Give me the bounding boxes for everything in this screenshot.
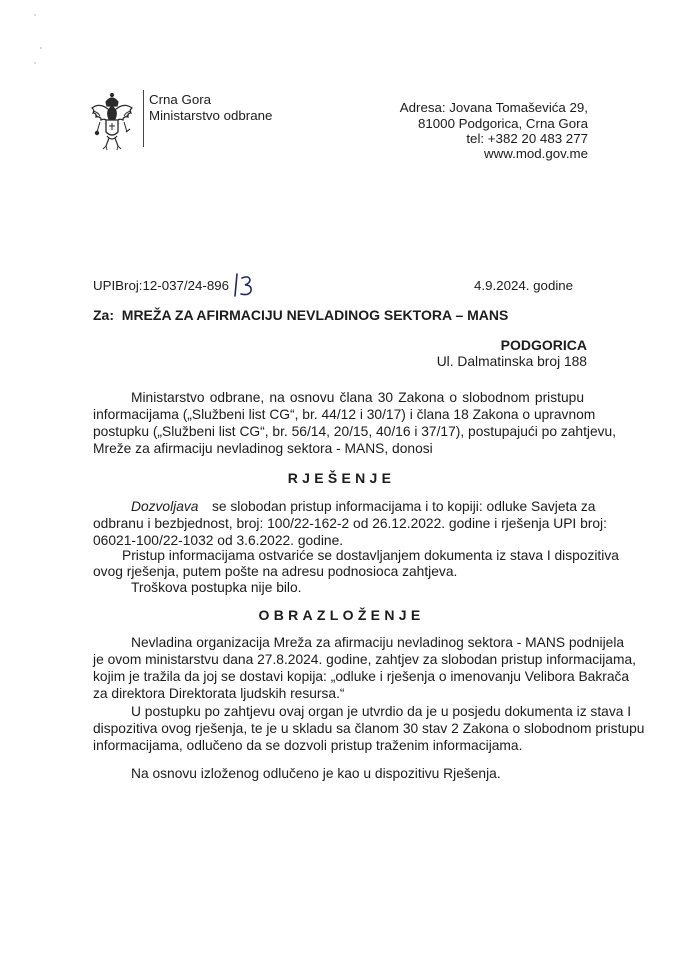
decision-p1-line-1 <box>131 499 596 514</box>
reasoning-p1-line-1: Nevladina organizacija Mreža za afirmaciju nevladinog sektora - MANS podnijela <box>131 635 625 650</box>
decision-p2-line-1: Pristup informacijama ostvariće se dostavljanjem dokumenta iz stava I dispozitiva <box>122 548 619 563</box>
decision-p1-line-3: 06021-100/22-1032 od 3.6.2022. godine. <box>93 533 344 548</box>
handwritten-annotation <box>233 272 263 298</box>
reasoning-p1-line-2: je ovom ministarstvu dana 27.8.2024. godine, zahtjev za slobodan pristup informacijama, <box>93 652 636 667</box>
decision-p1-line-2: odbranu i bezbjednost, broj: 100/22-162-2 od 26.12.2022. godine i rješenja UPI broj: <box>93 516 607 531</box>
decision-p2-line-2: ovog rješenja, putem pošte na adresu podnosioca zahtjeva. <box>93 564 458 579</box>
reasoning-p3: Na osnovu izloženog odlučeno je kao u dispozitivu Rješenja. <box>131 766 501 781</box>
scan-speck <box>34 62 36 64</box>
coat-of-arms-logo <box>88 92 136 152</box>
recipient-line <box>93 307 508 323</box>
address-line-1: Adresa: Jovana Tomaševića 29, <box>399 100 588 115</box>
reasoning-p2-line-1: U postupku po zahtjevu ovaj organ je utvrdio da je u posjedu dokumenta iz stava I <box>131 704 632 719</box>
intro-line-2: informacijama („Službeni list CG“, br. 44/12 i 30/17) i člana 18 Zakona o upravnom <box>93 407 596 422</box>
address-line-2: 81000 Podgorica, Crna Gora <box>417 116 588 131</box>
decision-heading: RJEŠENJE <box>287 470 396 486</box>
reasoning-p2-line-3: informacijama, odlučeno da se dozvoli pristup traženim informacijama. <box>93 738 523 753</box>
reasoning-p1-line-3: kojim je tražila da joj se dostavi kopija: „odluke i rješenja o imenovanju Velibora Bakrača <box>93 669 630 684</box>
recipient-name: MREŽA ZA AFIRMACIJU NEVLADINOG SEKTORA – MANS <box>121 307 509 323</box>
recipient-street: Ul. Dalmatinska broj 188 <box>436 354 587 369</box>
decision-keyword: Dozvoljava <box>131 499 199 514</box>
reasoning-p2-line-2: dispozitiva ovog rješenja, te je u skladu sa članom 30 stav 2 Zakona o slobodnom pristupu <box>93 721 645 736</box>
scan-speck <box>34 14 36 16</box>
reasoning-heading: OBRAZLOŽENJE <box>258 607 425 623</box>
ministry-name: Ministarstvo odbrane <box>149 108 273 123</box>
decision-p3: Troškova postupka nije bilo. <box>131 580 302 595</box>
recipient-city: PODGORICA <box>500 337 587 353</box>
reasoning-p1-line-4: za direktora Direktorata ljudskih resursa.“ <box>93 686 345 701</box>
scan-speck <box>40 47 42 49</box>
intro-line-1: Ministarstvo odbrane, na osnovu člana 30 Zakona o slobodnom pristupu <box>131 390 584 405</box>
phone-number: tel: +382 20 483 277 <box>466 131 588 146</box>
recipient-prefix: Za: <box>93 307 114 323</box>
document-date: 4.9.2024. godine <box>474 278 574 293</box>
letterhead-divider <box>143 90 144 147</box>
country-name: Crna Gora <box>149 92 212 107</box>
website: www.mod.gov.me <box>484 146 588 161</box>
intro-line-3: postupku („Službeni list CG“, br. 56/14, 20/15, 40/16 i 37/17), postupajući po zahtjevu, <box>93 424 617 439</box>
decision-p1-line-1-text: se slobodan pristup informacijama i to kopiji: odluke Savjeta za <box>212 499 596 514</box>
intro-line-4: Mreže za afirmaciju nevladinog sektora - MANS, donosi <box>93 441 433 456</box>
reference-number: UPIBroj:12-037/24-896 <box>93 278 230 293</box>
